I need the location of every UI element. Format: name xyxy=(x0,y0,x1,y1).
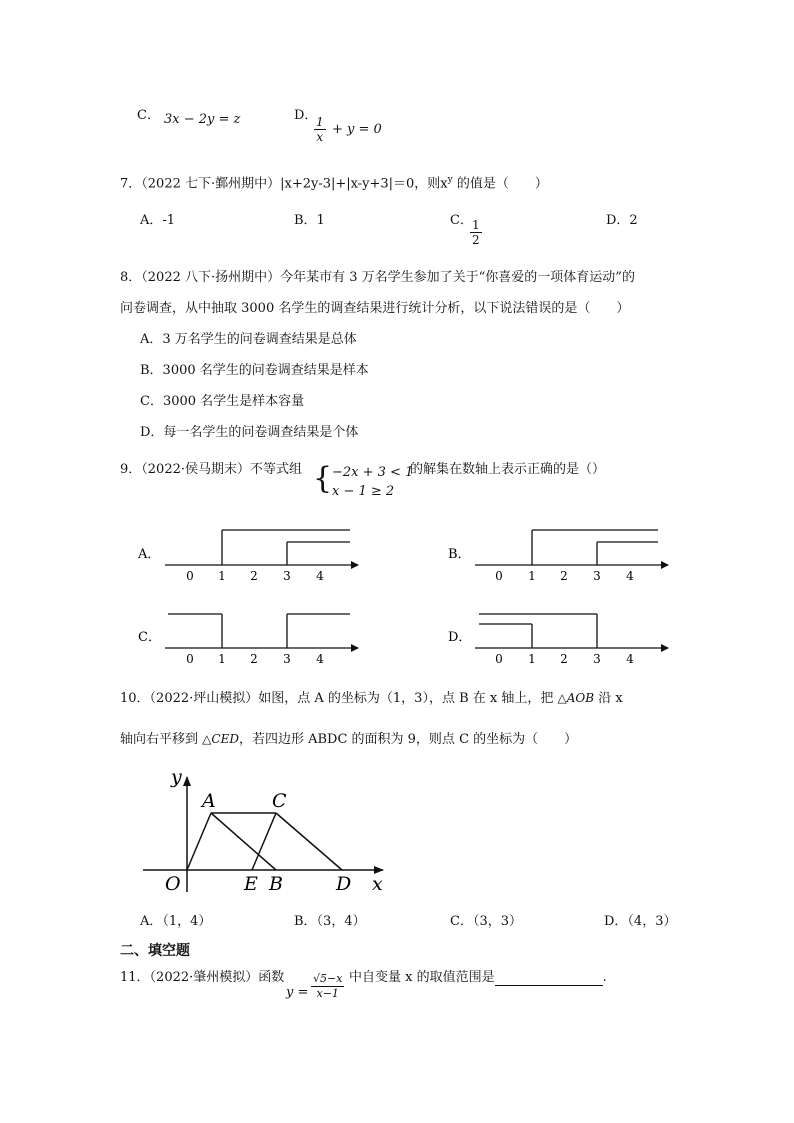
q6-option-c-label: C． xyxy=(137,108,160,123)
tick-label: 0 xyxy=(186,652,194,666)
q9-ticks-c xyxy=(186,652,324,666)
q11-stem: 11．（2022·肇州模拟）函数 xyxy=(120,970,285,985)
q10-stem-line1-end: 沿 x xyxy=(594,691,623,706)
q11-period: . xyxy=(602,970,607,985)
tick-label: 1 xyxy=(218,569,226,583)
tick-label: 2 xyxy=(560,569,568,583)
q9-stem: 9．（2022·侯马期末）不等式组 xyxy=(120,462,302,477)
q6-option-c-math: 3x − 2y = z xyxy=(164,112,241,127)
label-x: x xyxy=(372,873,383,895)
q6-option-d-fraction xyxy=(314,115,326,144)
q9-number-line-a xyxy=(165,530,358,565)
q9-option-a-label: A． xyxy=(138,547,161,562)
tick-label: 2 xyxy=(250,652,258,666)
q7-option-d: D．2 xyxy=(606,213,638,228)
segment-CE xyxy=(252,813,276,870)
tick-label: 4 xyxy=(316,569,324,583)
tick-label: 3 xyxy=(283,652,291,666)
q9-number-line-b xyxy=(475,530,668,565)
q7-exponent: y xyxy=(447,175,453,185)
q9-option-b-label: B． xyxy=(448,547,471,562)
label-E: E xyxy=(244,873,258,895)
q10-option-d: D．（4，3） xyxy=(604,914,677,929)
q10-option-c: C．（3，3） xyxy=(450,914,522,929)
q9-option-d-label: D． xyxy=(448,630,472,645)
label-B: B xyxy=(269,873,283,895)
tick-label: 1 xyxy=(528,569,536,583)
q6-option-d-label: D． xyxy=(294,108,318,123)
q9-ticks-b xyxy=(495,569,634,583)
q11-stem-end-text: 中自变量 x 的取值范围是 xyxy=(349,970,495,985)
q9-number-line-c xyxy=(165,614,358,648)
q9-inequality-1: −2x + 3 < 1 xyxy=(332,465,414,480)
q7-option-a: A．-1 xyxy=(140,213,176,228)
q10-stem-line2-text: 轴向右平移到 xyxy=(120,732,199,747)
q8-stem-line1: 8．（2022 八下·扬州期中）今年某市有 3 万名学生参加了关于“你喜爱的一项体育运动”的 xyxy=(120,270,635,285)
q10-stem-line2-end: ，若四边形 ABDC 的面积为 9，则点 C 的坐标为（ ） xyxy=(238,732,578,747)
label-A: A xyxy=(202,790,216,812)
q8-option-d: D．每一名学生的问卷调查结果是个体 xyxy=(140,425,359,440)
q10-option-a: A．（1，4） xyxy=(140,914,212,929)
q9-number-line-d xyxy=(475,614,668,648)
q7-option-c-denominator: 2 xyxy=(472,233,480,247)
q9-number-line-figure xyxy=(0,510,794,700)
q8-option-b: B．3000 名学生的问卷调查结果是样本 xyxy=(140,363,369,378)
q7-option-c-fraction xyxy=(470,218,482,247)
segment-CD xyxy=(276,813,342,870)
q9-option-c-label: C． xyxy=(138,630,161,645)
label-C: C xyxy=(272,790,287,812)
q9-ticks-d xyxy=(495,652,634,666)
tick-label: 3 xyxy=(283,569,291,583)
q7-option-c-numerator: 1 xyxy=(472,218,480,232)
q11-y-equals: y = xyxy=(286,985,309,1000)
q9-stem-end: 的解集在数轴上表示正确的是（） xyxy=(410,462,606,477)
q10-triangle-ced: △CED xyxy=(202,732,239,746)
q10-stem-line2 xyxy=(120,731,577,748)
tick-label: 0 xyxy=(495,652,503,666)
q6-option-d-rest: + y = 0 xyxy=(332,122,382,137)
q9-inequality-2: x − 1 ≥ 2 xyxy=(332,484,395,499)
q8-option-c: C．3000 名学生是样本容量 xyxy=(140,394,305,409)
q10-coordinate-figure xyxy=(140,765,400,895)
tick-label: 0 xyxy=(495,569,503,583)
tick-label: 4 xyxy=(626,569,634,583)
q10-stem-line1-text: 10．（2022·坪山模拟）如图，点 A 的坐标为（1，3），点 B 在 x 轴上，把 xyxy=(120,691,554,706)
q11-fraction xyxy=(311,972,344,1001)
tick-label: 2 xyxy=(250,569,258,583)
q7-stem xyxy=(120,172,548,192)
q6-option-d-numerator: 1 xyxy=(316,115,324,129)
label-y: y xyxy=(171,766,182,788)
q8-option-a: A．3 万名学生的问卷调查结果是总体 xyxy=(140,332,357,347)
tick-label: 3 xyxy=(593,652,601,666)
q7-option-c-label: C． xyxy=(450,213,473,228)
q10-triangle-aob: △AOB xyxy=(557,691,595,705)
q7-stem-text: 7．（2022 七下·鄞州期中）|x+2y-3|+|x-y+3|＝0，则x xyxy=(120,176,448,192)
q11-answer-blank[interactable] xyxy=(495,973,603,986)
tick-label: 4 xyxy=(626,652,634,666)
label-O: O xyxy=(165,873,181,895)
q10-option-b: B．（3，4） xyxy=(294,914,366,929)
tick-label: 2 xyxy=(560,652,568,666)
label-D: D xyxy=(336,873,352,895)
q8-stem-line2: 问卷调查，从中抽取 3000 名学生的调查结果进行统计分析，以下说法错误的是（ ） xyxy=(120,301,630,316)
q11-stem-end xyxy=(349,970,607,986)
q10-stem-line1 xyxy=(120,690,623,707)
q7-stem-end: 的值是（ ） xyxy=(452,176,548,192)
q9-brace: { xyxy=(313,461,333,496)
segment-AB xyxy=(211,813,276,870)
q11-numerator: √5−x xyxy=(313,972,343,985)
q9-ticks-a xyxy=(186,569,324,583)
tick-label: 1 xyxy=(528,652,536,666)
section-title: 二、填空题 xyxy=(120,943,190,959)
segment-OA xyxy=(187,813,211,870)
q6-option-d-denominator: x xyxy=(316,130,324,144)
tick-label: 0 xyxy=(186,569,194,583)
q7-option-b: B．1 xyxy=(294,213,325,228)
tick-label: 1 xyxy=(218,652,226,666)
q11-denominator: x−1 xyxy=(316,987,339,1000)
tick-label: 3 xyxy=(593,569,601,583)
tick-label: 4 xyxy=(316,652,324,666)
